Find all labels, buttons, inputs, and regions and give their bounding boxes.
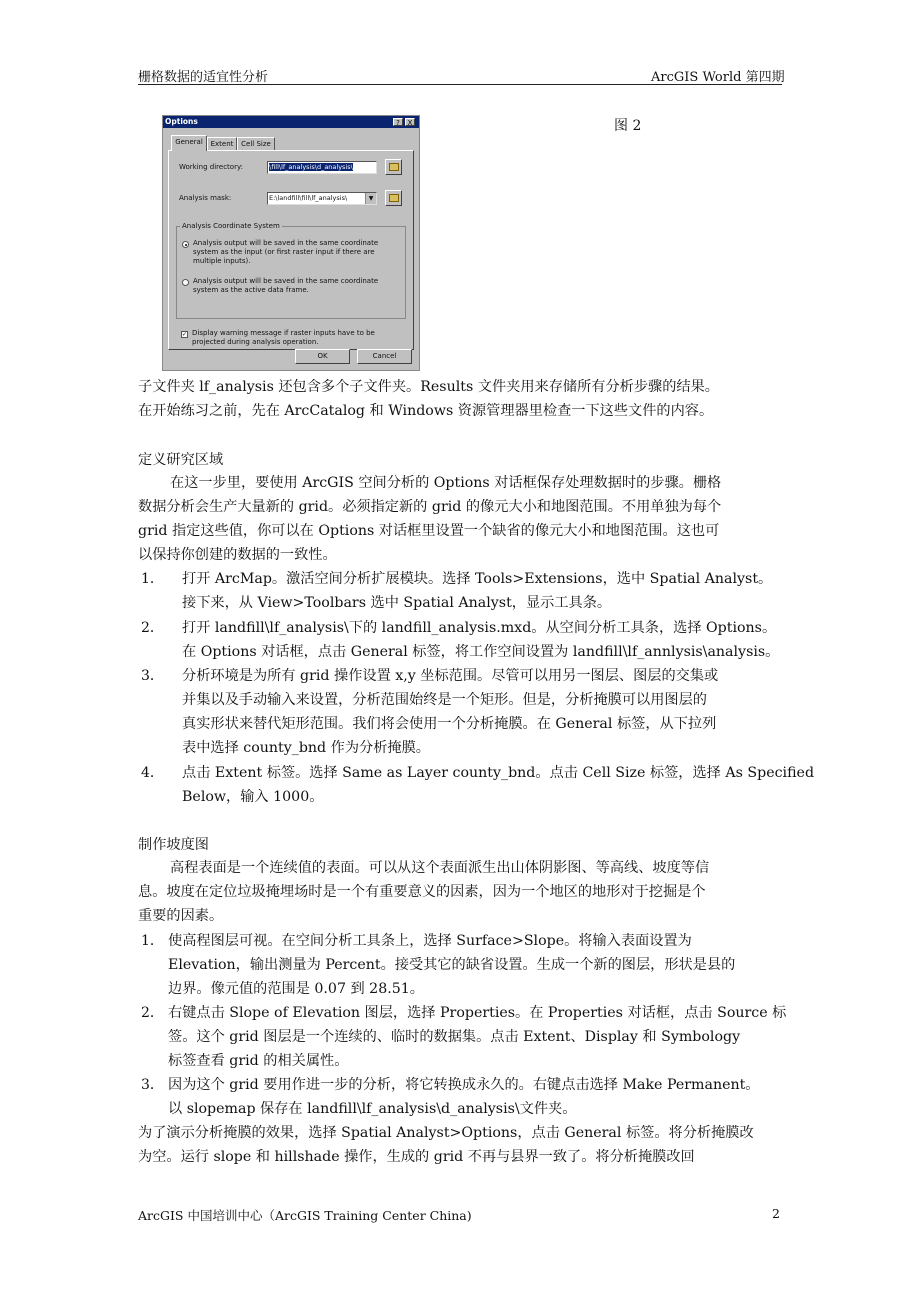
section1-heading: 定义研究区域 (138, 452, 224, 468)
para1-line: 子文件夹 lf_analysis 还包含多个子文件夹。Results 文件夹用来存储所有分析步骤的结果。 (138, 379, 719, 395)
step-line: 点击 Extent 标签。选择 Same as Layer county_bnd。点击 Cell Size 标签，选择 As Specified (182, 765, 815, 781)
para1-line: 在开始练习之前，先在 ArcCatalog 和 Windows 资源管理器里检查一下这些文件的内容。 (138, 403, 714, 419)
section1-intro-line: 数据分析会生产大量新的 grid。必须指定新的 grid 的像元大小和地图范围。不用单独为每个 (138, 499, 722, 515)
step-line: 分析环境是为所有 grid 操作设置 x,y 坐标范围。尽管可以用另一图层、图层的交集或 (182, 668, 719, 684)
step-line: Elevation，输出测量为 Percent。接受其它的缺省设置。生成一个新的图层，形状是县的 (168, 957, 736, 973)
folder-icon (389, 194, 399, 202)
step-line: 表中选择 county_bnd 作为分析掩膜。 (182, 740, 430, 756)
step-line: 标签查看 grid 的相关属性。 (168, 1053, 349, 1069)
header-title: 栅格数据的适宜性分析 (138, 70, 269, 85)
step-number: 2． (141, 1005, 164, 1021)
coordinate-system-group (176, 222, 406, 319)
step-line: 真实形状来替代矩形范围。我们将会使用一个分析掩膜。在 General 标签，从下拉列 (182, 716, 717, 732)
step-line: 签。这个 grid 图层是一个连续的、临时的数据集。点击 Extent、Display 和 Symbology (168, 1029, 741, 1045)
radio-same-as-input[interactable] (182, 241, 189, 248)
section2-intro-line: 息。坡度在定位垃圾掩埋场时是一个有重要意义的因素，因为一个地区的地形对于挖掘是个 (138, 884, 706, 900)
warning-checkbox-label: Display warning message if raster inputs have to be projected during analysis operation. (192, 329, 375, 346)
tab-extent[interactable]: Extent (207, 137, 237, 150)
step-line: 右键点击 Slope of Elevation 图层，选择 Properties。在 Properties 对话框，点击 Source 标 (168, 1005, 787, 1021)
step-line: Below，输入 1000。 (182, 789, 324, 805)
tab-cell-size[interactable]: Cell Size (237, 137, 275, 150)
step-line: 边界。像元值的范围是 0.07 到 28.51。 (168, 981, 424, 997)
working-directory-label: Working directory: (179, 163, 243, 171)
step-line: 在 Options 对话框，点击 General 标签，将工作空间设置为 landfill\lf_annlysis\analysis。 (182, 644, 780, 660)
folder-icon (389, 163, 399, 171)
browse-analysis-mask-button[interactable] (385, 190, 402, 206)
step-line: 因为这个 grid 要用作进一步的分析，将它转换成永久的。右键点击选择 Make Permanent。 (168, 1077, 760, 1093)
step-number: 4． (141, 765, 164, 781)
section2-intro-line: 高程表面是一个连续值的表面。可以从这个表面派生出山体阴影图、等高线、坡度等信 (170, 860, 710, 876)
step-line: 并集以及手动输入来设置，分析范围始终是一个矩形。但是，分析掩膜可以用图层的 (182, 692, 707, 708)
tab-general[interactable]: General (171, 135, 207, 151)
step-line: 打开 landfill\lf_analysis\下的 landfill_analysis.mxd。从空间分析工具条，选择 Options。 (182, 620, 777, 636)
warning-checkbox[interactable]: ✓ (182, 331, 188, 338)
section2-heading: 制作坡度图 (138, 837, 209, 853)
header-rule (138, 84, 782, 85)
working-directory-field[interactable]: \fill\lf_analysis\d_analysis\ (267, 161, 377, 174)
radio-same-as-input-label: Analysis output will be saved in the same coordinate system as the input (or first raster input if there are multiple inputs). (193, 239, 379, 265)
header-issue: ArcGIS World 第四期 (651, 70, 785, 85)
browse-working-directory-button[interactable] (385, 159, 402, 175)
step-number: 1． (141, 933, 164, 949)
chevron-down-icon[interactable]: ▼ (365, 193, 376, 204)
options-dialog (162, 115, 420, 371)
section2-outro-line: 为空。运行 slope 和 hillshade 操作，生成的 grid 不再与县界一致了。将分析掩膜改回 (138, 1149, 695, 1165)
analysis-mask-label: Analysis mask: (179, 194, 232, 202)
step-number: 3． (141, 1077, 164, 1093)
radio-active-data-frame[interactable] (182, 279, 189, 286)
close-button[interactable]: X (405, 118, 415, 126)
step-line: 接下来，从 View>Toolbars 选中 Spatial Analyst，显示工具条。 (182, 595, 612, 611)
step-line: 使高程图层可视。在空间分析工具条上，选择 Surface>Slope。将输入表面设置为 (168, 933, 692, 949)
section2-outro-line: 为了演示分析掩膜的效果，选择 Spatial Analyst>Options，点击 General 标签。将分析掩膜改 (138, 1125, 754, 1141)
step-number: 1． (141, 571, 164, 587)
page-number: 2 (772, 1206, 780, 1221)
section2-intro-line: 重要的因素。 (138, 908, 224, 924)
step-line: 打开 ArcMap。激活空间分析扩展模块。选择 Tools>Extensions，选中 Spatial Analyst。 (182, 571, 773, 587)
group-title: Analysis Coordinate System (182, 222, 280, 230)
cancel-button[interactable]: Cancel (357, 349, 412, 364)
footer-org: ArcGIS 中国培训中心（ArcGIS Training Center China) (138, 1208, 472, 1223)
step-number: 2． (141, 620, 164, 636)
general-panel (168, 150, 414, 350)
section1-intro-line: 以保持你创建的数据的一致性。 (138, 547, 337, 563)
figure-label: 图 2 (614, 118, 642, 134)
section1-intro-line: grid 指定这些值，你可以在 Options 对话框里设置一个缺省的像元大小和地图范围。这也可 (138, 523, 720, 539)
analysis-mask-combo[interactable]: E:\landfill\fill\lf_analysis\ ▼ (267, 192, 377, 205)
dialog-title: Options (163, 116, 419, 128)
radio-active-data-frame-label: Analysis output will be saved in the same coordinate system as the active data frame. (193, 277, 379, 294)
section1-intro-line: 在这一步里，要使用 ArcGIS 空间分析的 Options 对话框保存处理数据时的步骤。栅格 (170, 475, 722, 491)
step-number: 3． (141, 668, 164, 684)
step-line: 以 slopemap 保存在 landfill\lf_analysis\d_analysis\文件夹。 (168, 1101, 577, 1117)
help-button[interactable]: ? (393, 118, 403, 126)
ok-button[interactable]: OK (295, 349, 350, 364)
